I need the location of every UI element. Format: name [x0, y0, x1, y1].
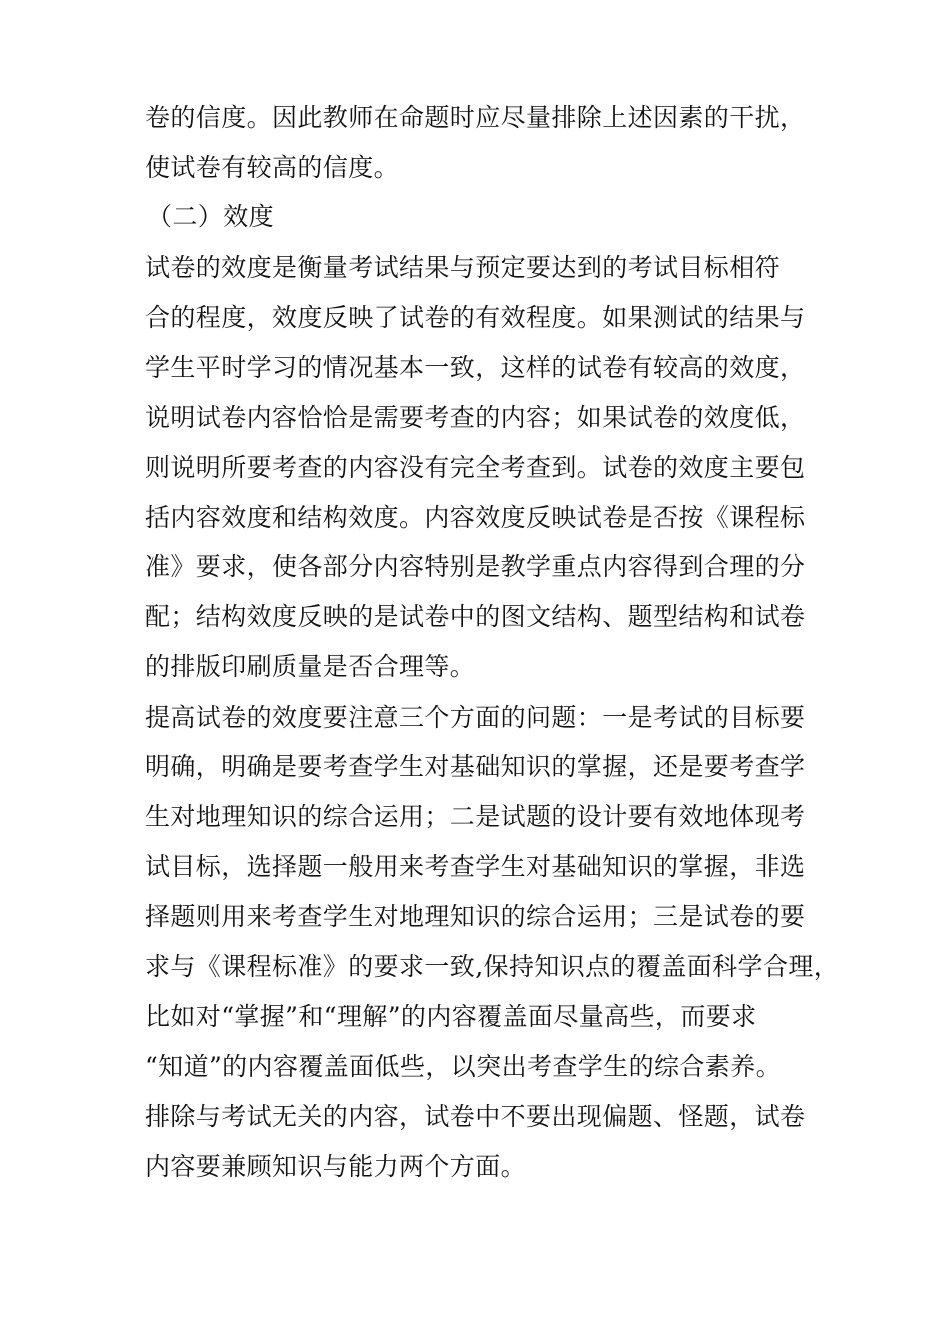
text-line: 合的程度，效度反映了试卷的有效程度。如果测试的结果与 [145, 303, 806, 332]
text-line: 则说明所要考查的内容没有完全考查到。试卷的效度主要包 [145, 453, 806, 482]
text-line: 比如对“掌握”和“理解”的内容覆盖面尽量高些，而要求 [145, 1002, 757, 1031]
section-heading: （二）效度 [147, 202, 275, 231]
text-line: 求与《课程标准》的要求一致,保持知识点的覆盖面科学合理， [145, 952, 840, 981]
text-line: 括内容效度和结构效度。内容效度反映试卷是否按《课程标 [145, 503, 806, 532]
text-line: 学生平时学习的情况基本一致，这样的试卷有较高的效度， [145, 353, 806, 382]
text-line: 试目标，选择题一般用来考查学生对基础知识的掌握，非选 [145, 852, 806, 881]
text-line: 择题则用来考查学生对地理知识的综合运用；三是试卷的要 [145, 902, 806, 931]
text-line: 试卷的效度是衡量考试结果与预定要达到的考试目标相符 [145, 253, 781, 282]
text-line: 的排版印刷质量是否合理等。 [145, 652, 476, 681]
text-line: 内容要兼顾知识与能力两个方面。 [145, 1152, 527, 1181]
text-line: 说明试卷内容恰恰是需要考查的内容；如果试卷的效度低， [145, 403, 806, 432]
text-line: 明确，明确是要考查学生对基础知识的掌握，还是要考查学 [145, 752, 806, 781]
text-line: “知道”的内容覆盖面低些，以突出考查学生的综合素养。 [145, 1052, 781, 1081]
text-line: 使试卷有较高的信度。 [145, 153, 400, 182]
text-line: 排除与考试无关的内容，试卷中不要出现偏题、怪题，试卷 [145, 1102, 806, 1131]
text-line: 提高试卷的效度要注意三个方面的问题：一是考试的目标要 [145, 703, 806, 732]
text-line: 生对地理知识的综合运用；二是试题的设计要有效地体现考 [145, 802, 806, 831]
text-line: 配；结构效度反映的是试卷中的图文结构、题型结构和试卷 [145, 602, 806, 631]
text-line: 卷的信度。因此教师在命题时应尽量排除上述因素的干扰， [145, 103, 806, 132]
text-line: 准》要求，使各部分内容特别是教学重点内容得到合理的分 [145, 552, 806, 581]
